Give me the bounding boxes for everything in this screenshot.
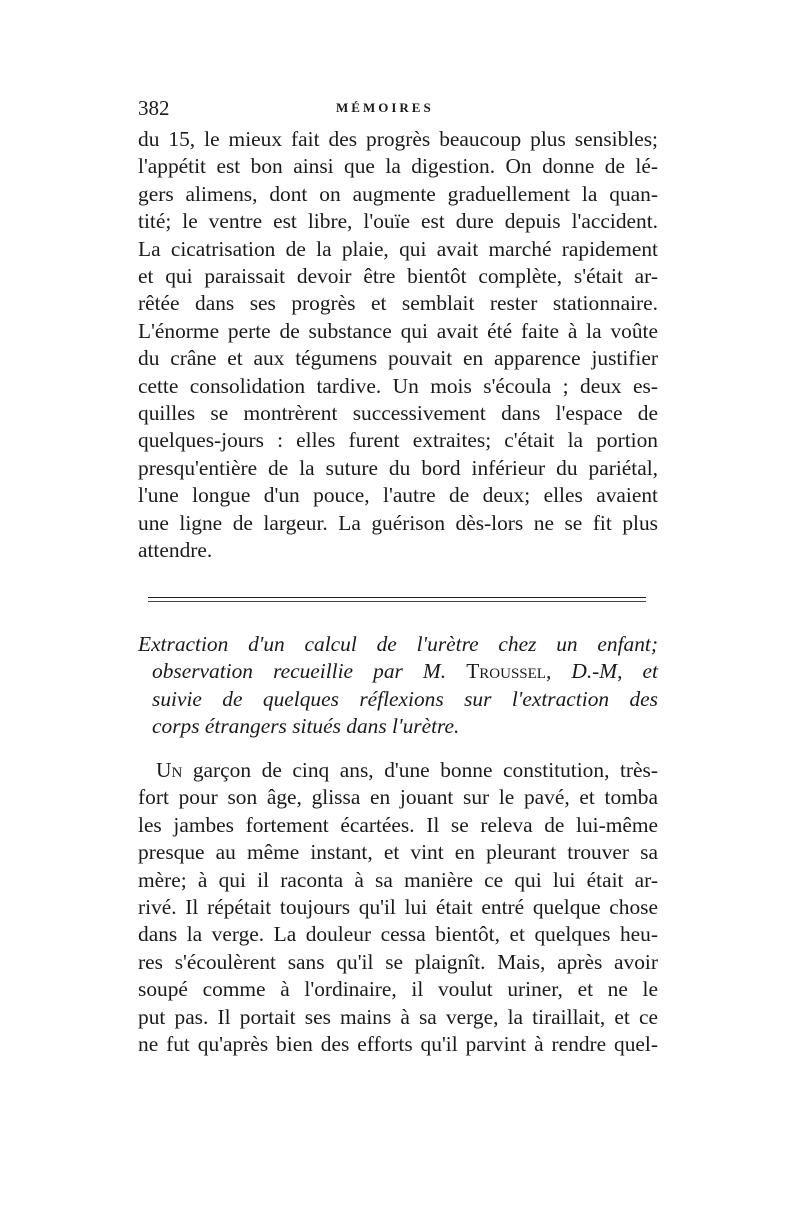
text-line: tité; le ventre est libre, l'ouïe est dure depuis l'accident. [138,209,658,234]
text-line: gers alimens, dont on augmente graduellement la quan- [138,181,658,206]
running-title: MÉMOIRES [336,100,434,115]
text-line [138,757,658,784]
text-line: dans la verge. La douleur cessa bientôt, et quelques heu- [138,922,658,947]
text-line: cette consolidation tardive. Un mois s'écoula ; deux es- [138,373,658,398]
text-line: et qui paraissait devoir être bientôt complète, s'était ar- [138,264,658,289]
book-page [138,96,658,1058]
text-line: presque au même instant, et vint en pleurant trouver sa [138,840,658,865]
title-line: suivie de quelques réflexions sur l'extraction des [152,686,658,711]
text-line: La cicatrisation de la plaie, qui avait marché rapidement [138,236,658,261]
text-line: attendre. [138,538,213,563]
text-line: soupé comme à l'ordinaire, il voulut uriner, et ne le [138,977,658,1002]
opening-word: Un [156,757,183,782]
text-line: rêtée dans ses progrès et semblait rester stationnaire. [138,291,658,316]
text-line: l'appétit est bon ainsi que la digestion. On donne de lé- [138,154,658,179]
title-line-text: observation recueillie par M. [152,659,447,684]
text-line: put pas. Il portait ses mains à sa verge, la tiraillait, et ce [138,1004,658,1029]
text-line: ne fut qu'après bien des efforts qu'il parvint à rendre quel- [138,1031,658,1056]
text-line: quilles se montrèrent successivement dans l'espace de [138,401,658,426]
author-name: Troussel [466,659,546,684]
continued-text [138,126,658,565]
text-line: l'une longue d'un pouce, l'autre de deux; elles avaient [138,483,658,508]
text-line: presqu'entière de la suture du bord inférieur du pariétal, [138,455,658,480]
author-suffix: , D.-M, et [545,659,658,684]
text-line: rivé. Il répétait toujours qu'il lui était entré quelque chose [138,894,658,919]
divider-rule [148,601,646,602]
text-line: fort pour son âge, glissa en jouant sur le pavé, et tomba [138,785,658,810]
title-line: Extraction d'un calcul de l'urètre chez un enfant; [138,631,658,656]
section-divider [138,591,658,613]
article-title [138,631,658,741]
title-line [138,658,658,686]
text-line: une ligne de largeur. La guérison dès-lors ne se fit plus [138,510,658,535]
text-line: du crâne et aux tégumens pouvait en apparence justifier [138,346,658,371]
text-line: L'énorme perte de substance qui avait été faite à la voûte [138,318,658,343]
text-line: quelques-jours : elles furent extraites; c'était la portion [138,428,658,453]
running-header [138,96,658,126]
title-line: corps étrangers situés dans l'urètre. [152,714,460,739]
text-line: les jambes fortement écartées. Il se releva de lui-même [138,812,658,837]
article-body [138,757,658,1058]
page-number: 382 [138,96,170,120]
text-line-rest: garçon de cinq ans, d'une bonne constitution, très- [192,757,658,782]
text-line: du 15, le mieux fait des progrès beaucoup plus sensibles; [138,127,658,151]
divider-rule [148,597,646,598]
text-line: mère; à qui il raconta à sa manière ce qui lui était ar- [138,867,658,892]
text-line: res s'écoulèrent sans qu'il se plaignît. Mais, après avoir [138,949,658,974]
